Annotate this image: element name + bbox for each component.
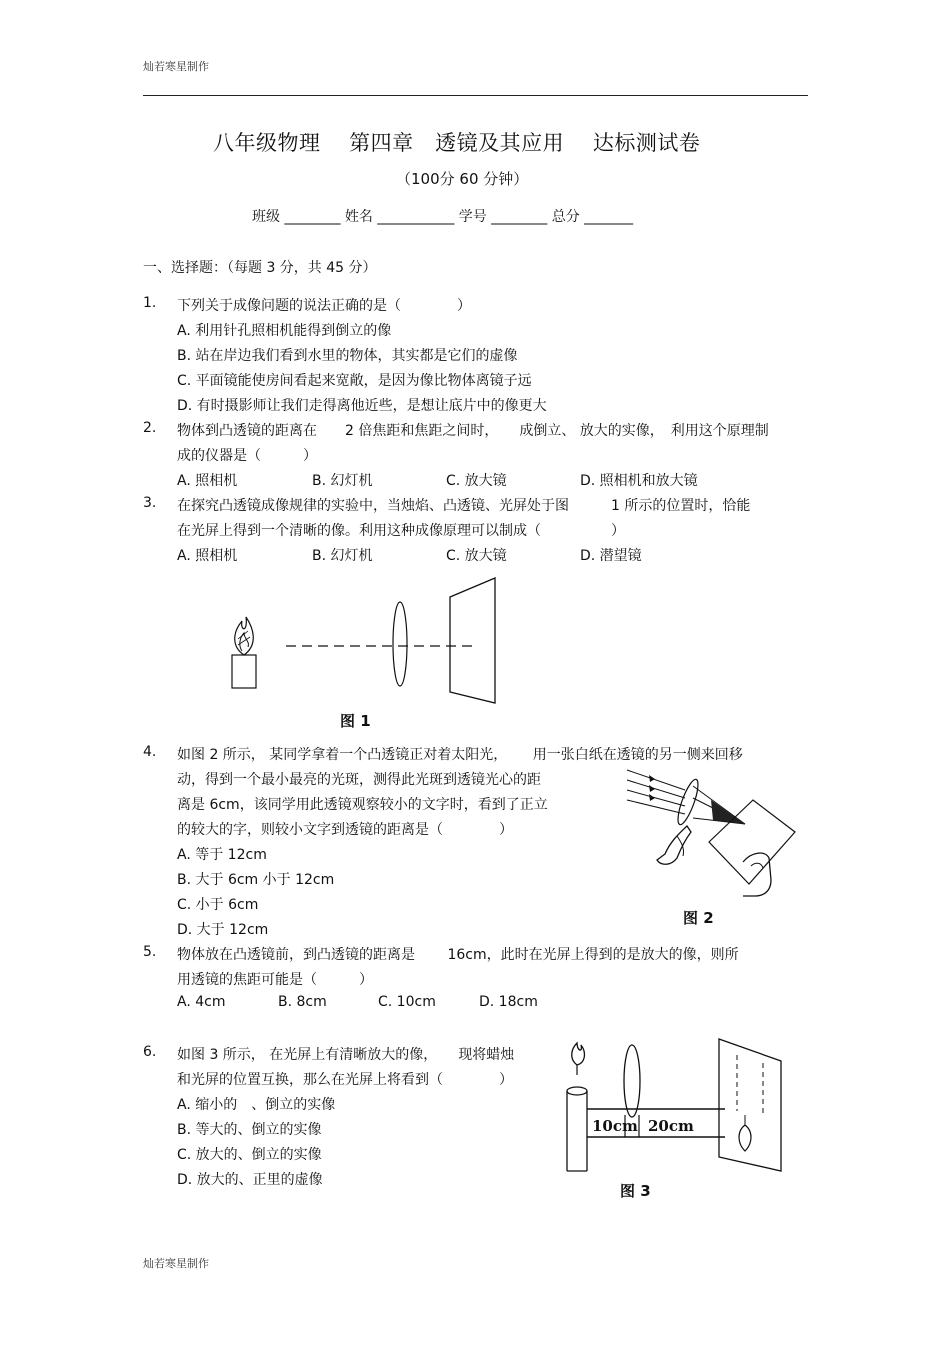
figure-3-label-b: 20cm xyxy=(648,1117,694,1135)
figure-3-caption: 图 3 xyxy=(620,1182,651,1200)
q3-option-a: A. 照相机 xyxy=(177,548,238,564)
q4-stem-line1: 如图 2 所示， 某同学拿着一个凸透镜正对着太阳光， 用一张白纸在透镜的另一侧来回移 xyxy=(177,747,743,763)
q4-stem-line3: 离是 6cm，该同学用此透镜观察较小的文字时，看到了正立 xyxy=(177,797,548,813)
footer-note: 灿若寒星制作 xyxy=(143,1257,209,1270)
student-fields: 班级 ________ 姓名 ___________ 学号 ________ 总分 _______ xyxy=(252,209,634,225)
q5-stem-line2: 用透镜的焦距可能是（ ） xyxy=(177,972,373,988)
page-title: 八年级物理 第四章 透镜及其应用 达标测试卷 xyxy=(213,131,701,155)
q5-option-d: D. 18cm xyxy=(479,994,538,1010)
q2-option-d: D. 照相机和放大镜 xyxy=(580,473,698,489)
q3-stem-line2: 在光屏上得到一个清晰的像。利用这种成像原理可以制成（ ） xyxy=(177,523,625,539)
q2-stem-line1: 物体到凸透镜的距离在 2 倍焦距和焦距之间时， 成倒立、 放大的实像， 利用这个原理制 xyxy=(177,423,769,439)
q6-option-a: A. 缩小的 、倒立的实像 xyxy=(177,1097,336,1113)
q6-option-b: B. 等大的、倒立的实像 xyxy=(177,1122,322,1138)
figure-2-caption: 图 2 xyxy=(683,909,714,927)
q5-option-c: C. 10cm xyxy=(378,994,436,1010)
q1-stem: 下列关于成像问题的说法正确的是（ ） xyxy=(177,298,471,314)
q3-option-b: B. 幻灯机 xyxy=(312,548,373,564)
q1-option-b: B. 站在岸边我们看到水里的物体，其实都是它们的虚像 xyxy=(177,348,518,364)
figure-3-label-a: 10cm xyxy=(592,1117,638,1135)
figure-1-drawing xyxy=(220,575,510,715)
page-subtitle: （100分 60 分钟） xyxy=(396,170,529,188)
q5-option-a: A. 4cm xyxy=(177,994,226,1010)
q4-option-b: B. 大于 6cm 小于 12cm xyxy=(177,872,335,888)
header-rule xyxy=(143,95,808,96)
q4-option-c: C. 小于 6cm xyxy=(177,897,259,913)
q4-stem-line4: 的较大的字，则较小文字到透镜的距离是（ ） xyxy=(177,822,513,838)
q5-number: 5. xyxy=(143,944,157,960)
q4-option-a: A. 等于 12cm xyxy=(177,847,267,863)
q2-option-b: B. 幻灯机 xyxy=(312,473,373,489)
q4-number: 4. xyxy=(143,744,157,760)
figure-2-drawing xyxy=(625,762,800,902)
figure-1-caption: 图 1 xyxy=(340,712,371,730)
q5-option-b: B. 8cm xyxy=(278,994,327,1010)
q1-option-d: D. 有时摄影师让我们走得离他近些，是想让底片中的像更大 xyxy=(177,398,547,414)
q1-option-c: C. 平面镜能使房间看起来宽敞，是因为像比物体离镜子远 xyxy=(177,373,532,389)
q5-stem-line1: 物体放在凸透镜前，到凸透镜的距离是 16cm，此时在光屏上得到的是放大的像，则所 xyxy=(177,947,739,963)
q2-number: 2. xyxy=(143,420,157,436)
q1-number: 1. xyxy=(143,295,157,311)
q3-number: 3. xyxy=(143,495,157,511)
q6-number: 6. xyxy=(143,1044,157,1060)
figure-3-drawing xyxy=(555,1035,795,1175)
q4-option-d: D. 大于 12cm xyxy=(177,922,269,938)
q2-stem-line2: 成的仪器是（ ） xyxy=(177,448,317,464)
q3-option-c: C. 放大镜 xyxy=(446,548,507,564)
q2-option-c: C. 放大镜 xyxy=(446,473,507,489)
header-note: 灿若寒星制作 xyxy=(143,60,209,73)
q6-option-d: D. 放大的、正里的虚像 xyxy=(177,1172,323,1188)
q4-stem-line2: 动，得到一个最小最亮的光斑，测得此光斑到透镜光心的距 xyxy=(177,772,541,788)
q6-stem-line2: 和光屏的位置互换，那么在光屏上将看到（ ） xyxy=(177,1072,513,1088)
q3-stem-line1: 在探究凸透镜成像规律的实验中，当烛焰、凸透镜、光屏处于图 1 所示的位置时，恰能 xyxy=(177,498,751,514)
q2-option-a: A. 照相机 xyxy=(177,473,238,489)
q3-option-d: D. 潜望镜 xyxy=(580,548,642,564)
q1-option-a: A. 利用针孔照相机能得到倒立的像 xyxy=(177,323,392,339)
q6-option-c: C. 放大的、倒立的实像 xyxy=(177,1147,322,1163)
q6-stem-line1: 如图 3 所示， 在光屏上有清晰放大的像， 现将蜡烛 xyxy=(177,1047,515,1063)
section-heading: 一、选择题：（每题 3 分，共 45 分） xyxy=(143,260,377,276)
